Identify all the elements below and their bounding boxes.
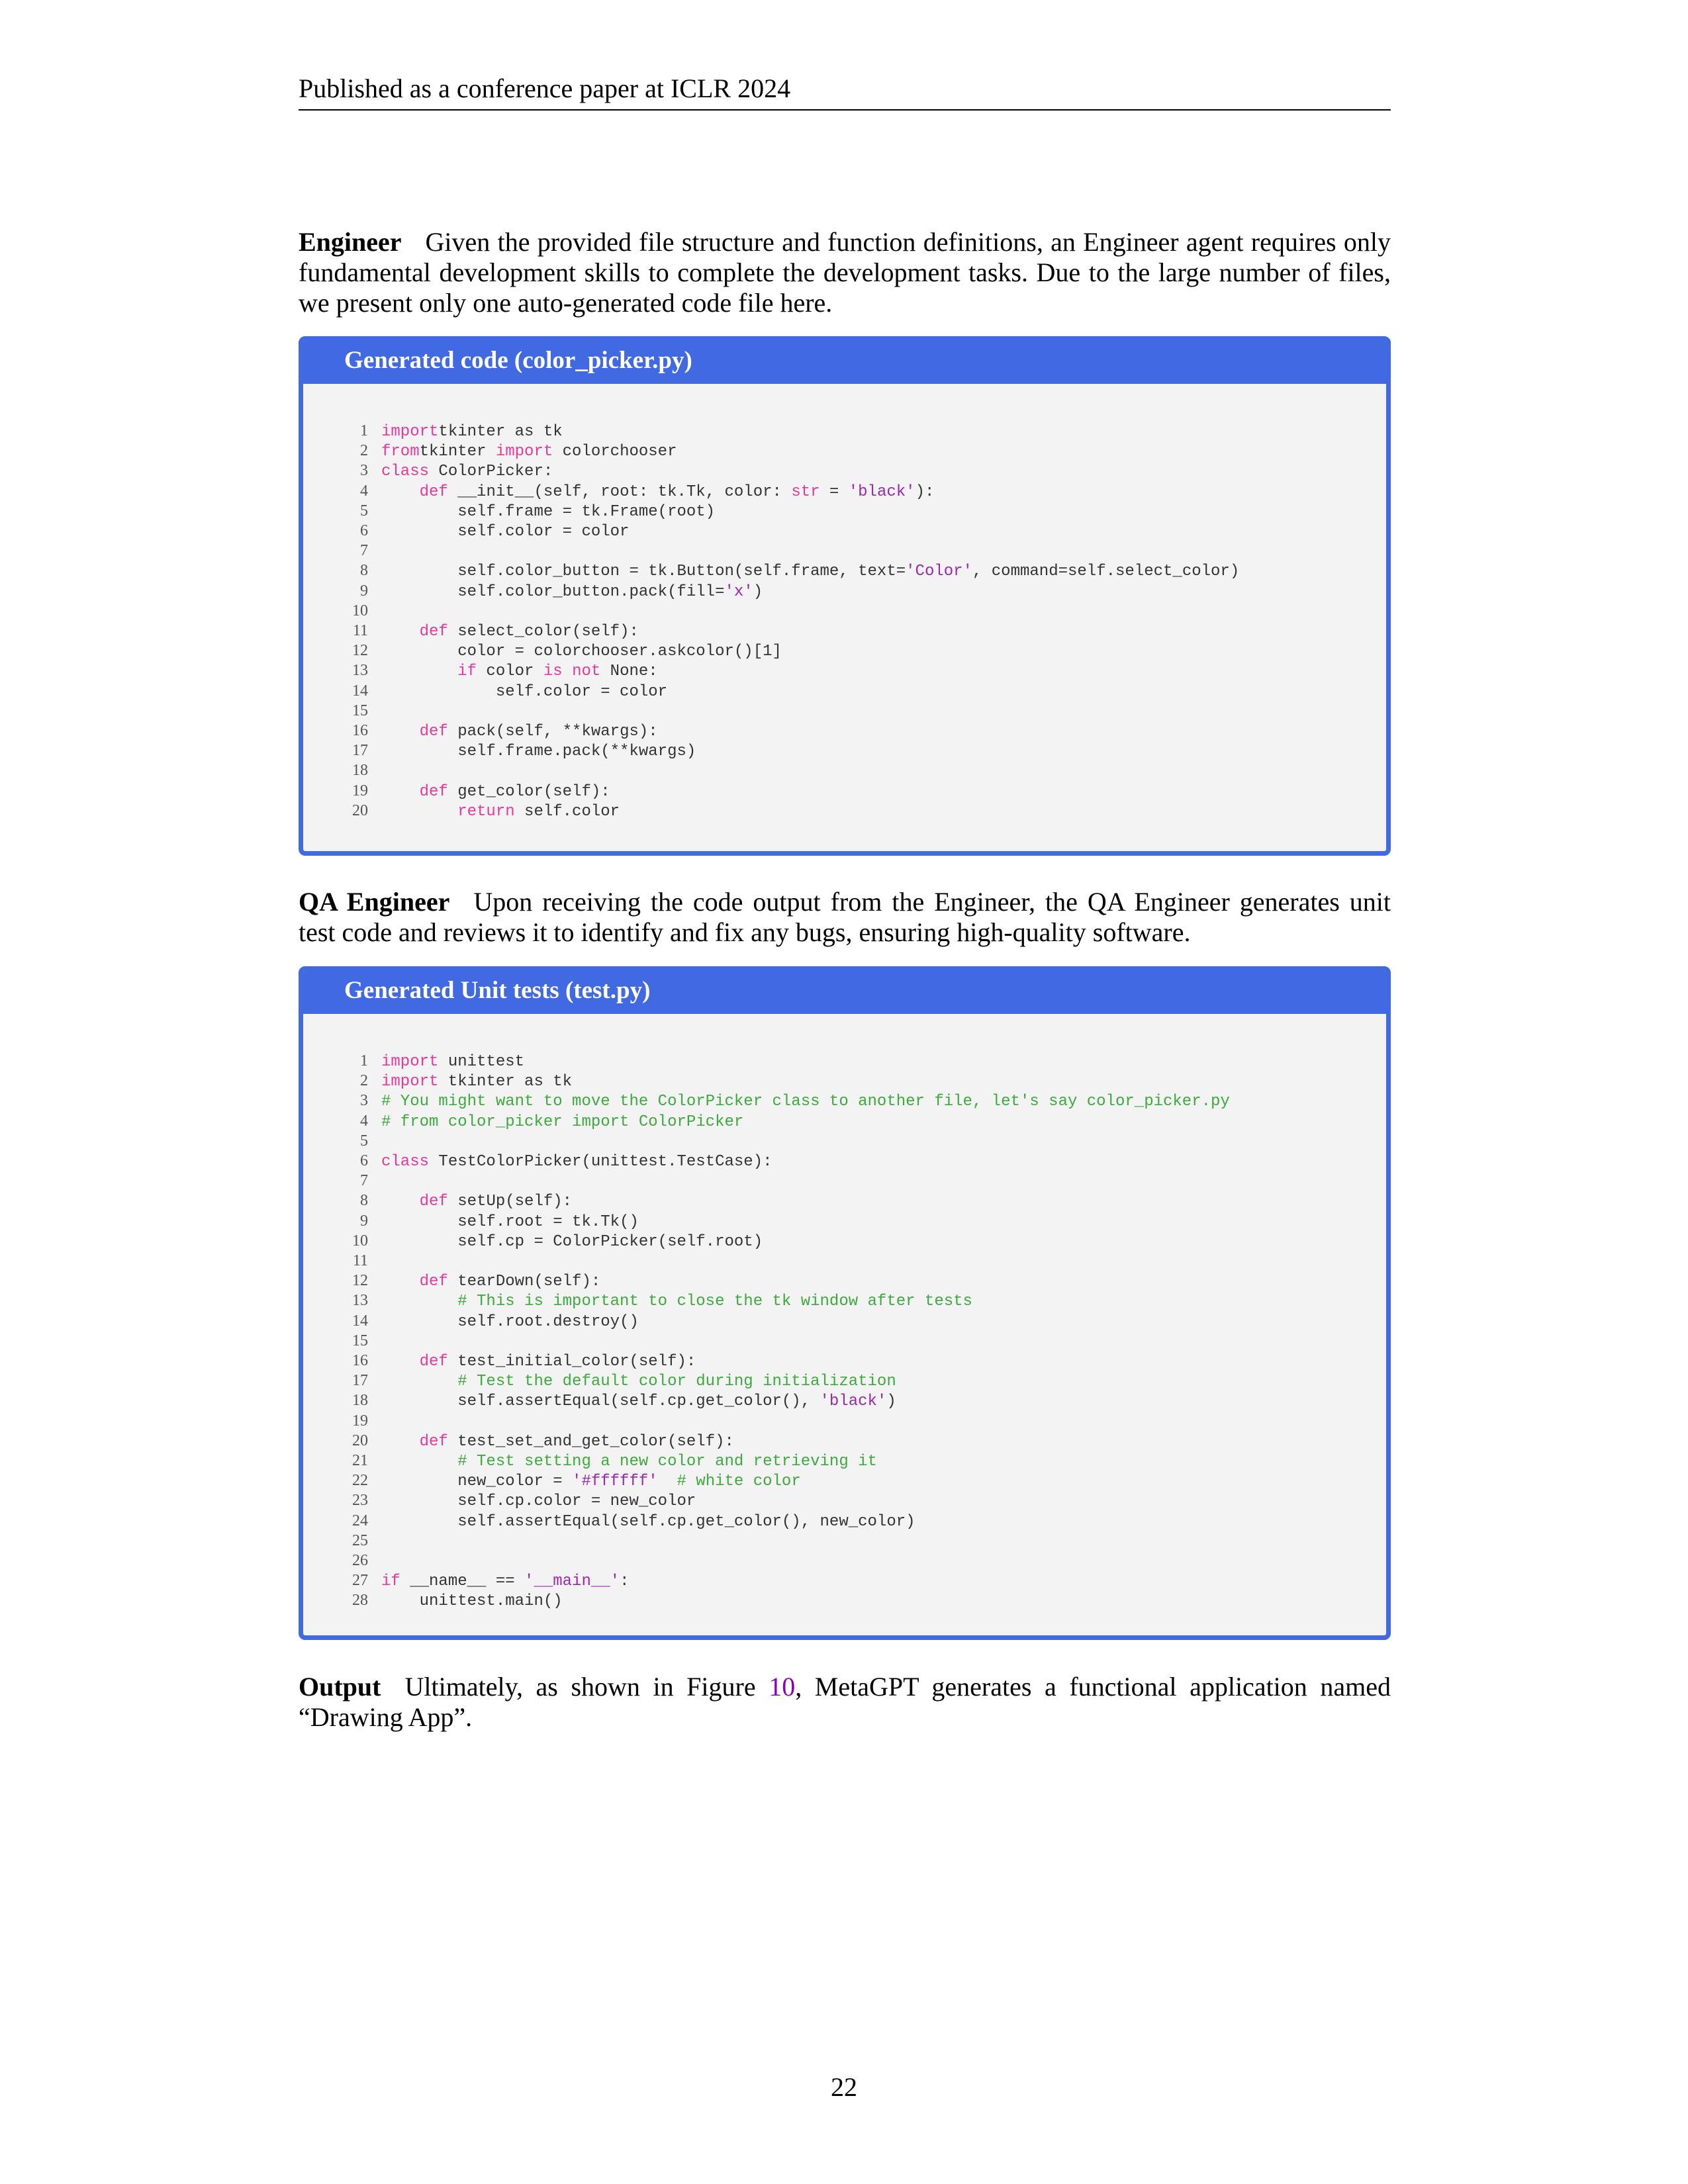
code-line [303,1451,1386,1471]
code-line [303,1312,1386,1332]
code-line [303,1471,1386,1491]
code-text: TestColorPicker(unittest.TestCase): [429,1153,773,1171]
code-string: '__main__' [524,1572,620,1591]
line-number: 19 [352,782,368,799]
code-text: None: [600,662,658,681]
code-line [303,582,1386,602]
code-line [303,682,1386,702]
line-number: 17 [352,742,368,760]
code-comment: # Test setting a new color and retrieving it [457,1453,877,1471]
code-keyword: if [381,1572,400,1591]
code-keyword: if [457,662,477,681]
code-line [303,1412,1386,1432]
code-text: self.color = color [381,523,630,541]
code-text [381,623,420,641]
code-line [303,1332,1386,1351]
code-text: self.frame = tk.Frame(root) [381,502,716,521]
line-number: 13 [352,662,368,680]
code-text [381,1193,420,1210]
code-line [303,1251,1386,1271]
line-number: 10 [352,602,368,619]
code-line [303,1591,1386,1611]
code-text [381,1453,457,1471]
code-text: , command=self.select_color) [972,563,1240,581]
code-string: 'Color' [906,563,972,581]
code-text: pack(self, **kwargs): [447,723,658,741]
code-line [303,1271,1386,1291]
line-number: 4 [360,482,368,500]
code-line [303,1112,1386,1132]
code-text [381,783,420,801]
code-text: new_color = [381,1473,573,1491]
code-text: self.color_button = tk.Button(self.frame, text= [381,563,906,581]
code-listing [303,384,1386,821]
engineer-paragraph [299,227,1391,318]
code-line [303,422,1386,441]
line-number: 6 [360,1152,368,1170]
code-text: self.cp = ColorPicker(self.root) [381,1232,763,1251]
line-number: 18 [352,1392,368,1410]
code-text: color [477,662,543,681]
code-text [381,662,457,680]
code-text [381,803,457,821]
code-text: __name__ == [400,1572,525,1591]
code-keyword: def [419,723,448,741]
line-number: 9 [360,1212,368,1230]
code-text: self.cp.color = new_color [381,1492,696,1511]
code-line [303,522,1386,541]
line-number: 18 [352,762,368,780]
code-keyword: def [419,1193,448,1211]
line-number: 6 [360,522,368,540]
code-box-title: Generated code (color_picker.py) [303,341,1386,384]
code-text: self.assertEqual(self.cp.get_color(), [381,1392,820,1411]
line-number: 8 [360,1192,368,1210]
line-number: 1 [360,1052,368,1069]
code-keyword: from [381,443,420,461]
code-text: __init__(self, root: tk.Tk, color: [447,482,792,501]
line-number: 16 [352,1352,368,1370]
code-line [303,1512,1386,1531]
code-line [303,561,1386,581]
line-number: 15 [352,702,368,719]
line-number: 20 [352,1432,368,1449]
code-line [303,1351,1386,1371]
line-number: 1 [360,422,368,439]
code-line [303,1432,1386,1451]
code-line [303,441,1386,461]
code-keyword: def [419,623,448,641]
code-text: self.color [514,802,620,821]
line-number: 14 [352,682,368,700]
code-string: 'black' [820,1392,887,1411]
code-line [303,741,1386,761]
line-number: 10 [352,1232,368,1250]
code-keyword: def [419,482,448,501]
line-number: 14 [352,1312,368,1330]
code-text: test_initial_color(self): [447,1353,696,1371]
line-number: 11 [352,622,368,640]
code-text: self.color_button.pack(fill= [381,582,725,601]
qa-heading: QA Engineer [299,887,450,917]
code-text [381,1273,420,1291]
line-number: 17 [352,1372,368,1390]
figure-link[interactable]: 10 [769,1672,796,1702]
code-line [303,502,1386,522]
line-number: 2 [360,1072,368,1090]
code-text: self.root.destroy() [381,1312,639,1331]
code-text: color = colorchooser.askcolor()[1] [381,643,782,661]
code-line [303,541,1386,561]
line-number: 16 [352,722,368,740]
line-number: 7 [360,542,368,560]
code-text: select_color(self): [447,623,639,641]
code-text: tkinter as tk [438,1073,573,1091]
code-listing [303,1014,1386,1612]
code-text: test_set_and_get_color(self): [447,1432,734,1451]
code-keyword: import [381,1073,439,1091]
code-keyword: is not [543,662,601,681]
output-text-before: Ultimately, as shown in Figure [404,1672,769,1702]
code-keyword: import [381,1053,439,1071]
qa-text: Upon receiving the code output from the Engineer, the QA Engineer generates unit test code and reviews it to identify and fix any bugs, ensuring high-quality software. [299,887,1391,947]
code-text: self.assertEqual(self.cp.get_color(), new_color) [381,1512,915,1531]
code-text: ) [886,1392,896,1411]
code-comment: # This is important to close the tk window after tests [457,1293,972,1311]
line-number: 12 [352,642,368,660]
code-keyword: def [419,1353,448,1371]
line-number: 7 [360,1172,368,1190]
line-number: 22 [352,1472,368,1490]
code-text: self.frame.pack(**kwargs) [381,743,696,761]
code-line [303,801,1386,821]
code-line [303,1232,1386,1251]
code-line [303,1391,1386,1411]
code-keyword: return [457,802,515,821]
code-line [303,1071,1386,1091]
line-number: 19 [352,1412,368,1430]
code-line [303,1052,1386,1071]
code-keyword: def [419,1432,448,1451]
code-keyword: class [381,1153,430,1171]
code-text: self.root = tk.Tk() [381,1212,639,1231]
code-box-unit-tests [299,966,1391,1640]
code-line [303,621,1386,641]
code-text: self.color = color [381,682,668,701]
line-number: 5 [360,1132,368,1150]
code-string: 'black' [848,482,915,501]
line-number: 27 [352,1572,368,1590]
code-line [303,1091,1386,1111]
code-line [303,1152,1386,1171]
code-line [303,1212,1386,1232]
code-line [303,461,1386,481]
code-string: '#ffffff' [572,1473,658,1491]
line-number: 2 [360,442,368,460]
code-line [303,1132,1386,1152]
line-number: 3 [360,1092,368,1110]
line-number: 24 [352,1512,368,1529]
code-line [303,1531,1386,1551]
line-number: 8 [360,562,368,580]
code-text: unittest.main() [381,1592,563,1611]
code-keyword: def [419,782,448,801]
code-box-color-picker [299,336,1391,856]
code-line [303,482,1386,502]
line-number: 23 [352,1492,368,1510]
qa-paragraph [299,887,1391,948]
code-text: unittest [438,1053,525,1071]
code-text [381,1293,457,1310]
running-header: Published as a conference paper at ICLR 2024 [299,71,1391,111]
line-number: 28 [352,1592,368,1610]
line-number: 4 [360,1112,368,1130]
code-line [303,1571,1386,1591]
code-text [381,1373,457,1390]
line-number: 3 [360,462,368,480]
code-box-title: Generated Unit tests (test.py) [303,971,1386,1014]
code-line [303,1371,1386,1391]
code-line [303,661,1386,681]
code-line [303,1171,1386,1191]
code-comment: # white color [677,1473,801,1491]
code-text [381,483,420,501]
code-text: colorchooser [553,443,677,461]
code-line [303,761,1386,781]
code-line [303,602,1386,621]
code-text: ) [753,582,763,601]
code-text: tkinter as tk [438,423,563,441]
line-number: 13 [352,1292,368,1310]
line-number: 20 [352,801,368,819]
code-line [303,1191,1386,1211]
code-text: tkinter [419,443,496,461]
line-number: 5 [360,502,368,520]
code-text: setUp(self): [447,1193,573,1211]
output-heading: Output [299,1672,381,1702]
code-keyword: def [419,1273,448,1291]
code-comment: # You might want to move the ColorPicker class to another file, let's say color_picker.py [381,1093,1230,1111]
code-text [381,1353,420,1371]
line-number: 9 [360,582,368,600]
code-text: tearDown(self): [447,1273,601,1291]
code-line [303,1491,1386,1511]
code-line [303,1551,1386,1571]
page-number: 22 [831,2072,857,2102]
code-text [658,1473,677,1490]
code-text: get_color(self): [447,782,610,801]
code-keyword: class [381,463,430,481]
code-string: 'x' [724,582,753,601]
code-text [381,723,420,741]
engineer-text: Given the provided file structure and function definitions, an Engineer agent requires only fundamental development skills to complete the development tasks. Due to the large number of files, we present only one auto-generated code file here. [299,227,1391,318]
engineer-heading: Engineer [299,227,402,257]
code-text [381,1433,420,1451]
code-line [303,702,1386,721]
output-text-after: , MetaGPT generates a functional application named “Drawing App”. [299,1672,1391,1732]
code-comment: # from color_picker import ColorPicker [381,1113,744,1131]
code-line [303,641,1386,661]
code-line [303,782,1386,801]
code-comment: # Test the default color during initialization [457,1373,896,1391]
code-line [303,1291,1386,1311]
code-line [303,721,1386,741]
code-keyword: str [791,482,820,501]
line-number: 26 [352,1552,368,1570]
line-number: 15 [352,1332,368,1349]
code-text: ): [915,482,935,501]
line-number: 25 [352,1531,368,1549]
line-number: 21 [352,1452,368,1470]
code-keyword: import [381,423,439,441]
line-number: 12 [352,1272,368,1290]
code-text: : [620,1572,630,1591]
code-text: = [820,482,849,501]
line-number: 11 [352,1252,368,1270]
output-paragraph [299,1672,1391,1733]
code-keyword: import [495,443,553,461]
code-text: ColorPicker: [429,463,553,481]
